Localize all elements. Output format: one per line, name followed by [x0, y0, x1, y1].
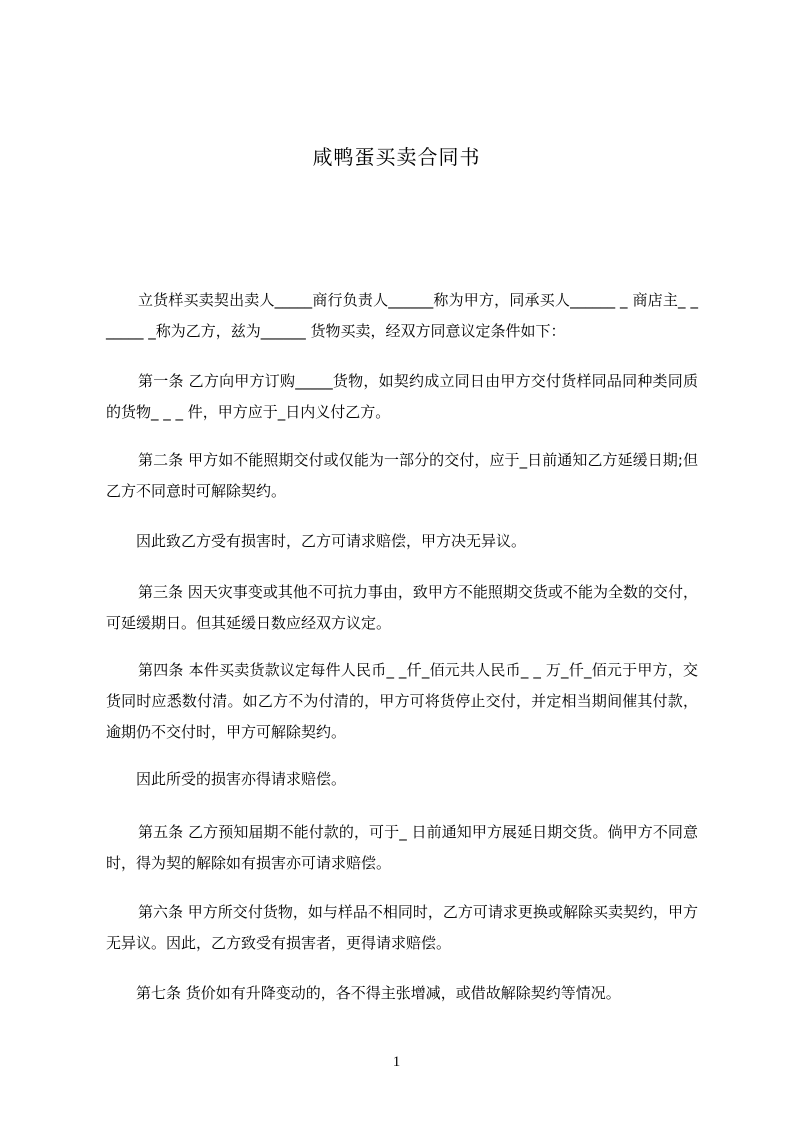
- article-2-note-paragraph: 因此致乙方受有损害时，乙方可请求赔偿，甲方决无异议。: [136, 532, 527, 550]
- article-4-paragraph: 第四条 本件买卖货款议定每件人民币_ _仟_佰元共人民币_ _ 万_仟_佰元于甲方，交货同时应悉数付清。如乙方不为付清的，甲方可将货停止交付，并定相当期间催其付款，逾期仍不交付时，甲方可解除契约。: [106, 661, 698, 741]
- article-6-paragraph: 第六条 甲方所交付货物，如与样品不相同时，乙方可请求更换或解除买卖契约，甲方无异议。因此，乙方致受有损害者，更得请求赔偿。: [106, 903, 698, 952]
- preamble-paragraph: 立货样买卖契出卖人_____商行负责人______称为甲方，同承买人______ _ 商店主_ ______ _称为乙方，兹为______ 货物买卖，经双方同意议定条件如下：: [106, 291, 698, 340]
- article-3-paragraph: 第三条 因天灾事变或其他不可抗力事由，致甲方不能照期交货或不能为全数的交付，可延缓期日。但其延缓日数应经双方议定。: [106, 583, 698, 632]
- article-2-paragraph: 第二条 甲方如不能照期交付或仅能为一部分的交付，应于_日前通知乙方延缓日期;但乙方不同意时可解除契约。: [106, 451, 698, 500]
- article-7-paragraph: 第七条 货价如有升降变动的，各不得主张增减，或借故解除契约等情况。: [136, 984, 621, 1002]
- article-4-note-paragraph: 因此所受的损害亦得请求赔偿。: [136, 770, 347, 788]
- page-number: 1: [392, 1054, 401, 1070]
- document-title: 咸鸭蛋买卖合同书: [312, 145, 481, 169]
- article-5-paragraph: 第五条 乙方预知届期不能付款的，可于_ 日前通知甲方展延日期交货。倘甲方不同意时，得为契的解除如有损害亦可请求赔偿。: [106, 823, 698, 872]
- article-1-paragraph: 第一条 乙方向甲方订购_____货物，如契约成立同日由甲方交付货样同品同种类同质的货物_ _ _ 件，甲方应于_日内义付乙方。: [106, 372, 698, 421]
